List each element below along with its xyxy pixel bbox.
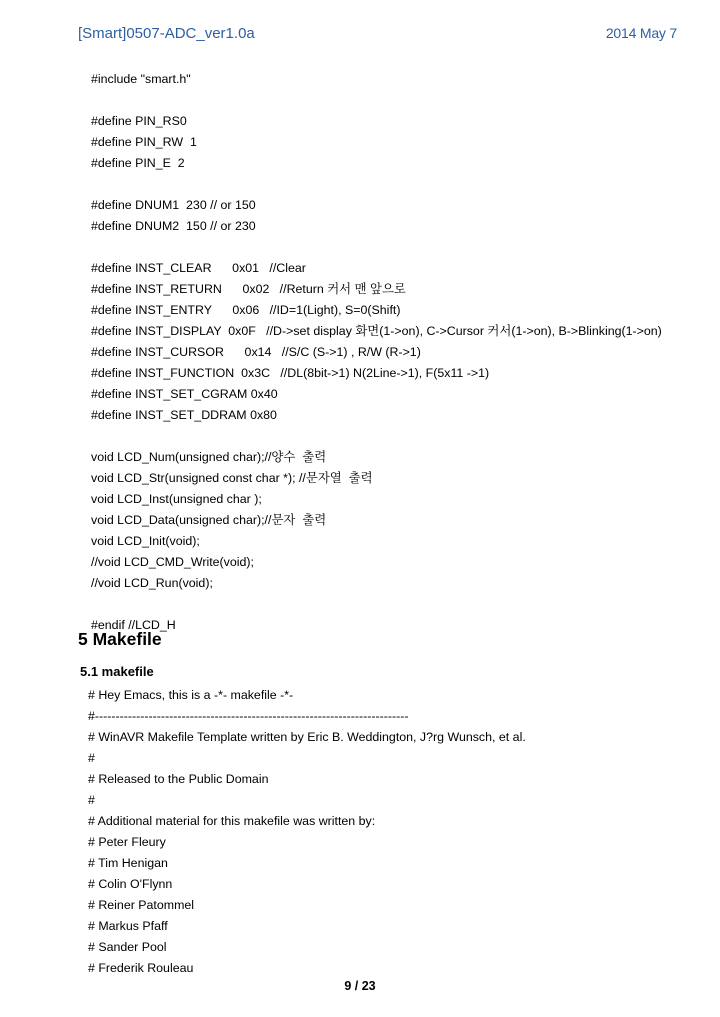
code-line: # (88, 793, 95, 807)
code-listing-lcd-header (91, 69, 701, 636)
code-line: # Colin O'Flynn (88, 877, 173, 891)
code-line: #---------------------------------------------------------------------------- (88, 709, 409, 723)
code-line: //void LCD_CMD_Write(void); (91, 555, 254, 569)
code-line: #define PIN_RW 1 (91, 135, 197, 149)
code-line: # Additional material for this makefile was written by: (88, 814, 376, 828)
code-line: #define INST_DISPLAY 0x0F //D->set display 화면(1->on), C->Cursor 커서(1->on), B->Blinking(1->on) (91, 324, 662, 338)
code-line: #define PIN_E 2 (91, 156, 185, 170)
code-line: #define INST_CURSOR 0x14 //S/C (S->1) , R/W (R->1) (91, 345, 421, 359)
code-line: void LCD_Str(unsigned const char *); //문자열 출력 (91, 471, 373, 485)
code-line: #define INST_SET_DDRAM 0x80 (91, 408, 277, 422)
section-heading: 5 Makefile (78, 629, 162, 649)
code-line: #define INST_FUNCTION 0x3C //DL(8bit->1) N(2Line->1), F(5x11 ->1) (91, 366, 490, 380)
document-title: [Smart]0507-ADC_ver1.0a (78, 25, 255, 42)
code-line: //void LCD_Run(void); (91, 576, 213, 590)
code-line: # Markus Pfaff (88, 919, 168, 933)
code-line (91, 426, 701, 447)
code-line: #define INST_RETURN 0x02 //Return 커서 맨 앞으로 (91, 282, 406, 296)
code-line (91, 174, 701, 195)
code-line: #define PIN_RS0 (91, 114, 187, 128)
code-line: #include "smart.h" (91, 72, 191, 86)
code-line: #endif //LCD_H (91, 618, 176, 632)
code-line: # Released to the Public Domain (88, 772, 269, 786)
code-line: # Reiner Patommel (88, 898, 195, 912)
code-line: #define INST_CLEAR 0x01 //Clear (91, 261, 306, 275)
code-line: # Frederik Rouleau (88, 961, 194, 975)
code-line: # Tim Henigan (88, 856, 168, 870)
code-line: void LCD_Init(void); (91, 534, 200, 548)
code-line: # Sander Pool (88, 940, 167, 954)
code-line: # WinAVR Makefile Template written by Eric B. Weddington, J?rg Wunsch, et al. (88, 730, 526, 744)
code-line: #define INST_SET_CGRAM 0x40 (91, 387, 278, 401)
code-line: #define DNUM2 150 // or 230 (91, 219, 256, 233)
code-line: #define INST_ENTRY 0x06 //ID=1(Light), S=0(Shift) (91, 303, 401, 317)
subsection-heading: 5.1 makefile (80, 664, 154, 679)
code-line: void LCD_Inst(unsigned char ); (91, 492, 262, 506)
code-line: #define DNUM1 230 // or 150 (91, 198, 256, 212)
code-line: void LCD_Data(unsigned char);//문자 출력 (91, 513, 327, 527)
code-line: void LCD_Num(unsigned char);//양수 출력 (91, 450, 327, 464)
code-line: # (88, 751, 95, 765)
code-line (91, 237, 701, 258)
code-listing-makefile (88, 685, 698, 979)
code-line: # Hey Emacs, this is a -*- makefile -*- (88, 688, 294, 702)
document-date: 2014 May 7 (605, 25, 677, 41)
code-line: # Peter Fleury (88, 835, 166, 849)
code-line (91, 594, 701, 615)
page-number: 9 / 23 (344, 979, 376, 993)
code-line (91, 90, 701, 111)
